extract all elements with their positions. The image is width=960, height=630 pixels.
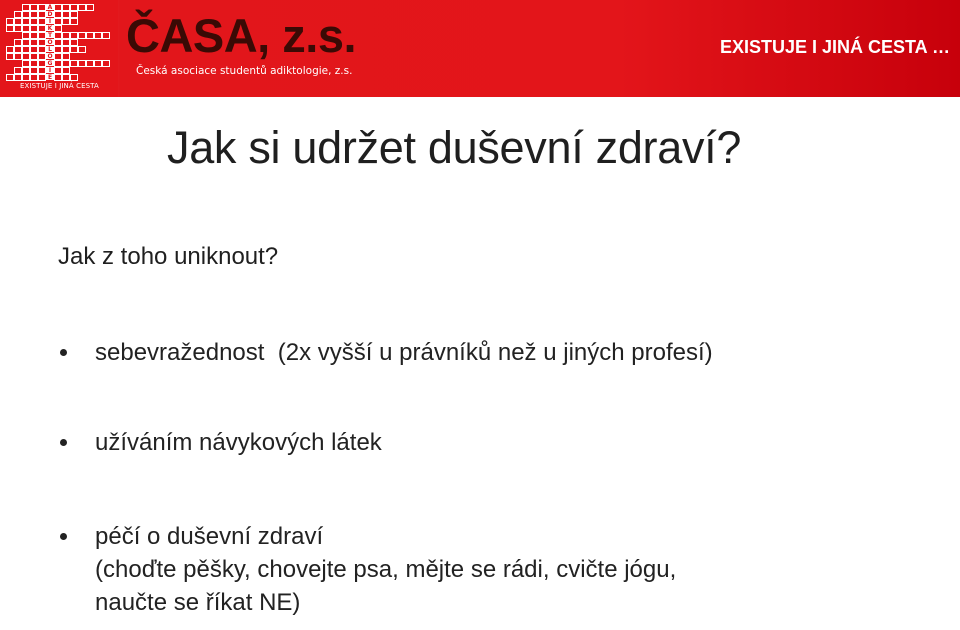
crossword-cell [62, 4, 70, 11]
crossword-cell [6, 46, 14, 53]
crossword-cell [30, 74, 38, 81]
logo-letter: T [47, 32, 53, 39]
crossword-cell [62, 46, 70, 53]
crossword-cell [22, 4, 30, 11]
bullet-item [58, 426, 382, 459]
logo-tagline: EXISTUJE I JINÁ CESTA [20, 82, 99, 90]
logo-letter: L [46, 46, 54, 53]
crossword-cell [38, 46, 46, 53]
crossword-cell [54, 46, 62, 53]
crossword-cell [6, 25, 14, 32]
crossword-cell [62, 60, 70, 67]
crossword-cell [102, 60, 110, 67]
crossword-cell [6, 74, 14, 81]
slide-subheading: Jak z toho uniknout? [58, 243, 279, 270]
crossword-cell [22, 53, 30, 60]
logo-letter: K [47, 25, 53, 32]
crossword-cell [14, 46, 22, 53]
bullet-item [58, 520, 676, 619]
crossword-cell [14, 18, 22, 25]
logo-letter: I [46, 18, 54, 25]
crossword-cell [22, 18, 30, 25]
crossword-cell [94, 60, 102, 67]
crossword-cell [78, 32, 86, 39]
crossword-cell [38, 4, 46, 11]
crossword-cell [14, 39, 22, 46]
crossword-cell [54, 25, 62, 32]
bullet-item [58, 336, 713, 369]
crossword-cell [78, 4, 86, 11]
crossword-grid [6, 4, 112, 80]
crossword-cell [70, 60, 78, 67]
crossword-vertical-word [46, 4, 54, 81]
crossword-cell [14, 67, 22, 74]
crossword-cell [30, 18, 38, 25]
crossword-cell [22, 11, 30, 18]
crossword-cell [70, 74, 78, 81]
crossword-logo [0, 0, 118, 97]
bullet-text-continuation: (choďte pěšky, chovejte psa, mějte se rádi, cvičte jógu, [95, 556, 677, 583]
header-slogan: EXISTUJE I JINÁ CESTA … [719, 37, 950, 57]
crossword-cell [70, 4, 78, 11]
crossword-cell [62, 11, 70, 18]
crossword-cell [62, 67, 70, 74]
crossword-cell [54, 67, 62, 74]
crossword-cell [22, 39, 30, 46]
logo-letter: I [46, 67, 54, 74]
bullet-text-continuation: naučte se říkat NE) [95, 589, 301, 616]
crossword-cell [30, 11, 38, 18]
crossword-cell [22, 74, 30, 81]
crossword-cell [54, 4, 62, 11]
crossword-cell [70, 11, 78, 18]
logo-letter: A [47, 4, 53, 11]
logo-letter: O [47, 39, 53, 46]
crossword-cell [22, 67, 30, 74]
crossword-cell [38, 32, 46, 39]
crossword-cell [62, 53, 70, 60]
crossword-cell [14, 25, 22, 32]
logo-letter: G [47, 60, 53, 67]
crossword-cell [6, 18, 14, 25]
crossword-cell [22, 25, 30, 32]
logo-letter: O [47, 53, 53, 60]
crossword-cell [70, 46, 78, 53]
crossword-cell [38, 11, 46, 18]
crossword-cell [86, 4, 94, 11]
crossword-cell [30, 67, 38, 74]
bullet-text: sebevražednost (2x vyšší u právníků než u jiných profesí) [95, 339, 713, 366]
bullet-text: užíváním návykových látek [95, 429, 382, 456]
crossword-cell [62, 18, 70, 25]
crossword-cell [54, 32, 62, 39]
crossword-cell [86, 32, 94, 39]
slide-title: Jak si udržet duševní zdraví? [167, 122, 742, 173]
crossword-cell [38, 60, 46, 67]
bullet-dot-icon [60, 533, 67, 540]
crossword-cell [14, 74, 22, 81]
crossword-cell [70, 39, 78, 46]
crossword-cell [70, 32, 78, 39]
crossword-cell [38, 53, 46, 60]
crossword-cell [62, 39, 70, 46]
crossword-cell [54, 60, 62, 67]
bullet-dot-icon [60, 349, 67, 356]
crossword-cell [38, 74, 46, 81]
crossword-cell [94, 32, 102, 39]
crossword-cell [30, 53, 38, 60]
crossword-cell [30, 32, 38, 39]
crossword-cell [78, 46, 86, 53]
crossword-cell [38, 25, 46, 32]
crossword-cell [30, 46, 38, 53]
crossword-cell [38, 18, 46, 25]
crossword-cell [54, 39, 62, 46]
crossword-cell [6, 53, 14, 60]
crossword-cell [22, 60, 30, 67]
crossword-cell [30, 4, 38, 11]
crossword-cell [62, 32, 70, 39]
crossword-cell [70, 18, 78, 25]
crossword-cell [78, 60, 86, 67]
crossword-cell [54, 53, 62, 60]
crossword-cell [54, 18, 62, 25]
brand-name: ČASA, z.s. [126, 9, 357, 62]
crossword-cell [54, 11, 62, 18]
logo-letter: E [47, 74, 53, 81]
crossword-cell [14, 53, 22, 60]
crossword-cell [22, 32, 30, 39]
crossword-cell [54, 74, 62, 81]
crossword-cell [62, 74, 70, 81]
crossword-cell [30, 60, 38, 67]
crossword-cell [22, 46, 30, 53]
header-banner [0, 0, 960, 97]
crossword-cell [30, 39, 38, 46]
brand-subtitle: Česká asociace studentů adiktologie, z.s. [136, 65, 353, 77]
logo-letter: D [47, 11, 53, 18]
bullet-dot-icon [60, 439, 67, 446]
crossword-cell [30, 25, 38, 32]
crossword-cell [14, 11, 22, 18]
crossword-cell [38, 39, 46, 46]
crossword-cell [102, 32, 110, 39]
banner-divider [0, 97, 960, 100]
crossword-cell [86, 60, 94, 67]
bullet-text: péčí o duševní zdraví [95, 523, 324, 550]
crossword-cell [38, 67, 46, 74]
